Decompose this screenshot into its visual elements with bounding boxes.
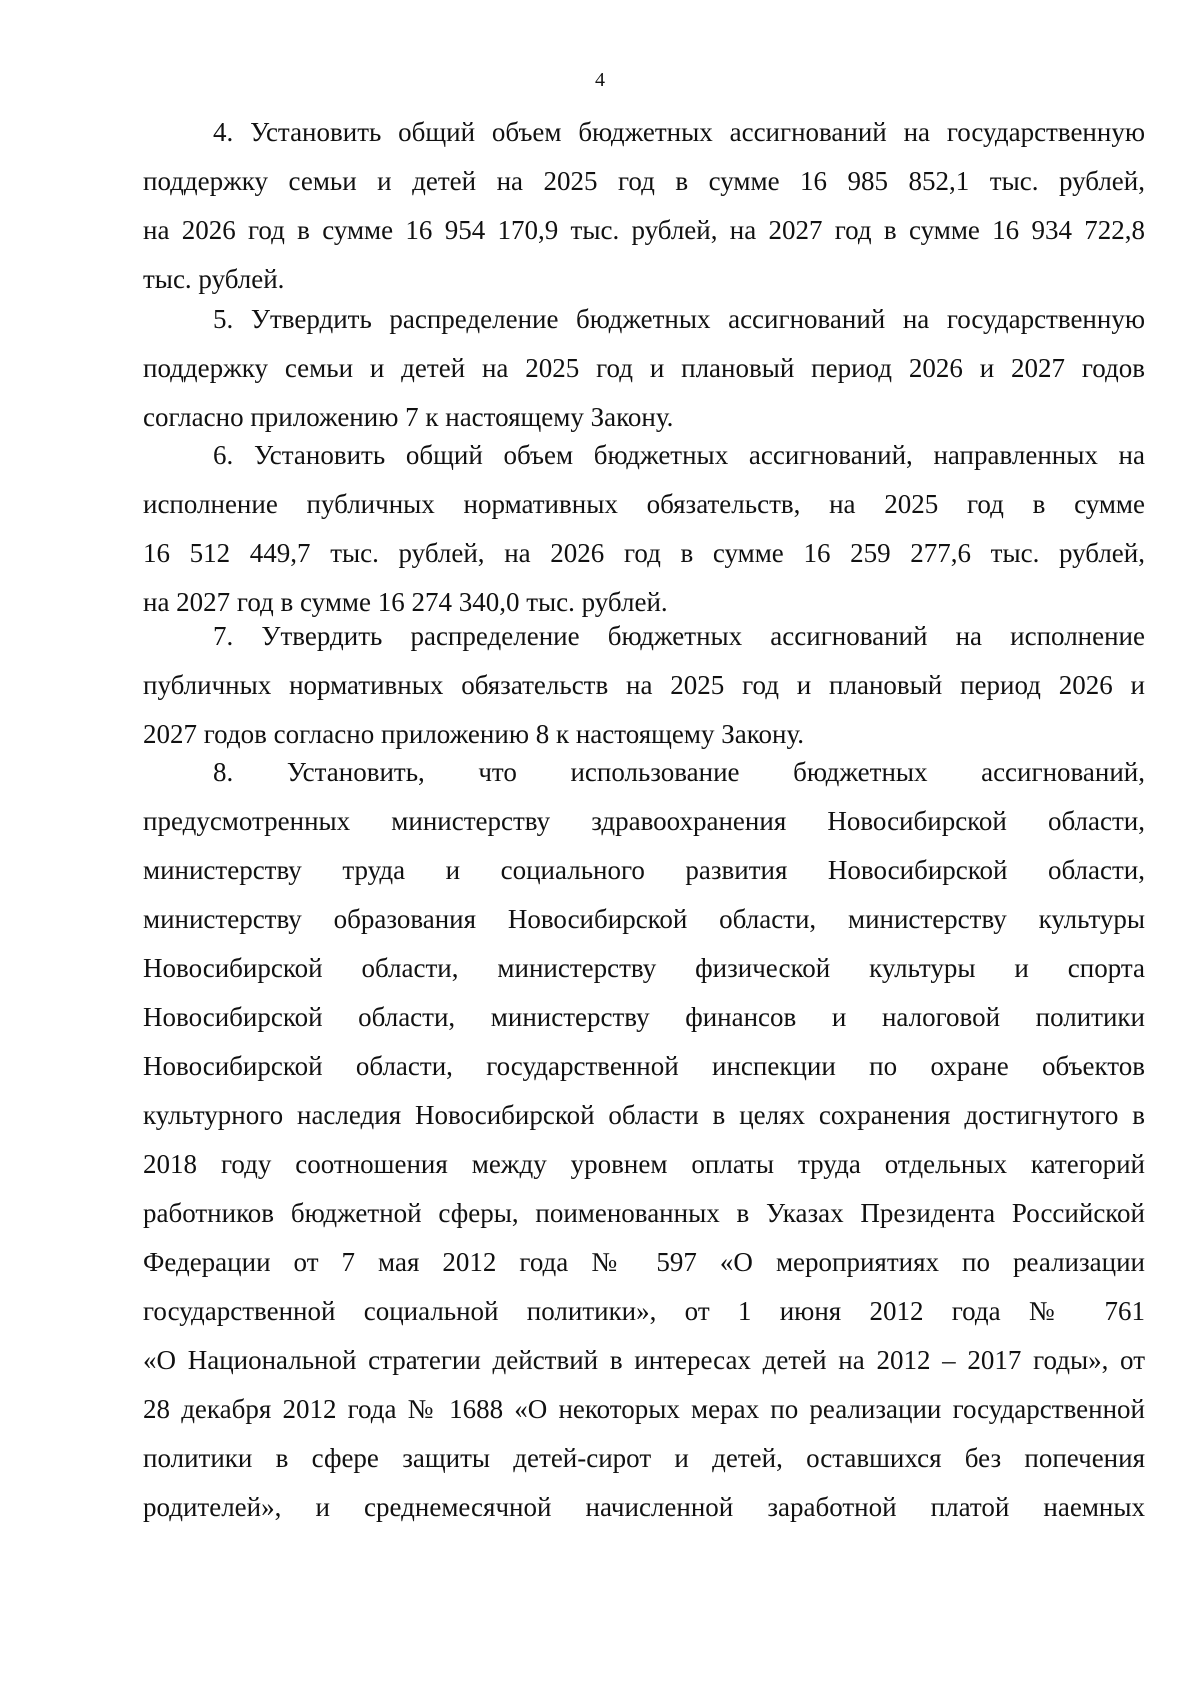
paragraph-line: исполнение публичных нормативных обязательств, на 2025 год в сумме [143, 489, 1145, 519]
paragraph-line: публичных нормативных обязательств на 2025 год и плановый период 2026 и [143, 670, 1145, 700]
paragraph-line: министерству труда и социального развития Новосибирской области, [143, 855, 1145, 885]
paragraph-line: 2018 году соотношения между уровнем оплаты труда отдельных категорий [143, 1149, 1145, 1179]
paragraph-line: Новосибирской области, государственной инспекции по охране объектов [143, 1051, 1145, 1081]
paragraph-4 [143, 612, 1145, 759]
paragraph-line: 7. Утвердить распределение бюджетных ассигнований на исполнение [213, 621, 1145, 651]
paragraph-line: 4. Установить общий объем бюджетных ассигнований на государственную [213, 117, 1145, 147]
paragraph-2 [143, 295, 1145, 442]
paragraph-5 [143, 748, 1145, 1532]
paragraph-line: работников бюджетной сферы, поименованных в Указах Президента Российской [143, 1198, 1145, 1228]
paragraph-line: «О Национальной стратегии действий в интересах детей на 2012 – 2017 годы», от [143, 1345, 1145, 1375]
paragraph-line: Новосибирской области, министерству физической культуры и спорта [143, 953, 1145, 983]
paragraph-line: 6. Установить общий объем бюджетных ассигнований, направленных на [213, 440, 1145, 470]
paragraph-line: на 2027 год в сумме 16 274 340,0 тыс. рублей. [143, 587, 668, 617]
paragraph-line: министерству образования Новосибирской области, министерству культуры [143, 904, 1145, 934]
paragraph-line: поддержку семьи и детей на 2025 год в сумме 16 985 852,1 тыс. рублей, [143, 166, 1145, 196]
paragraph-1 [143, 108, 1145, 304]
paragraph-line: 16 512 449,7 тыс. рублей, на 2026 год в сумме 16 259 277,6 тыс. рублей, [143, 538, 1145, 568]
paragraph-line: 8. Установить, что использование бюджетных ассигнований, [213, 757, 1145, 787]
paragraph-3 [143, 431, 1145, 627]
paragraph-line: политики в сфере защиты детей-сирот и детей, оставшихся без попечения [143, 1443, 1145, 1473]
paragraph-line: предусмотренных министерству здравоохранения Новосибирской области, [143, 806, 1145, 836]
paragraph-line: государственной социальной политики», от 1 июня 2012 года № 761 [143, 1296, 1145, 1326]
paragraph-line: согласно приложению 7 к настоящему Закону. [143, 402, 674, 432]
paragraph-line: поддержку семьи и детей на 2025 год и плановый период 2026 и 2027 годов [143, 353, 1145, 383]
paragraph-line: Новосибирской области, министерству финансов и налоговой политики [143, 1002, 1145, 1032]
paragraph-line: тыс. рублей. [143, 264, 285, 294]
paragraph-line: родителей», и среднемесячной начисленной заработной платой наемных [143, 1492, 1145, 1522]
paragraph-line: на 2026 год в сумме 16 954 170,9 тыс. рублей, на 2027 год в сумме 16 934 722,8 [143, 215, 1145, 245]
page-number: 4 [595, 69, 605, 91]
paragraph-line: 2027 годов согласно приложению 8 к настоящему Закону. [143, 719, 804, 749]
paragraph-line: 5. Утвердить распределение бюджетных ассигнований на государственную [213, 304, 1145, 334]
paragraph-line: Федерации от 7 мая 2012 года № 597 «О мероприятиях по реализации [143, 1247, 1145, 1277]
paragraph-line: культурного наследия Новосибирской области в целях сохранения достигнутого в [143, 1100, 1145, 1130]
paragraph-line: 28 декабря 2012 года № 1688 «О некоторых мерах по реализации государственной [143, 1394, 1145, 1424]
